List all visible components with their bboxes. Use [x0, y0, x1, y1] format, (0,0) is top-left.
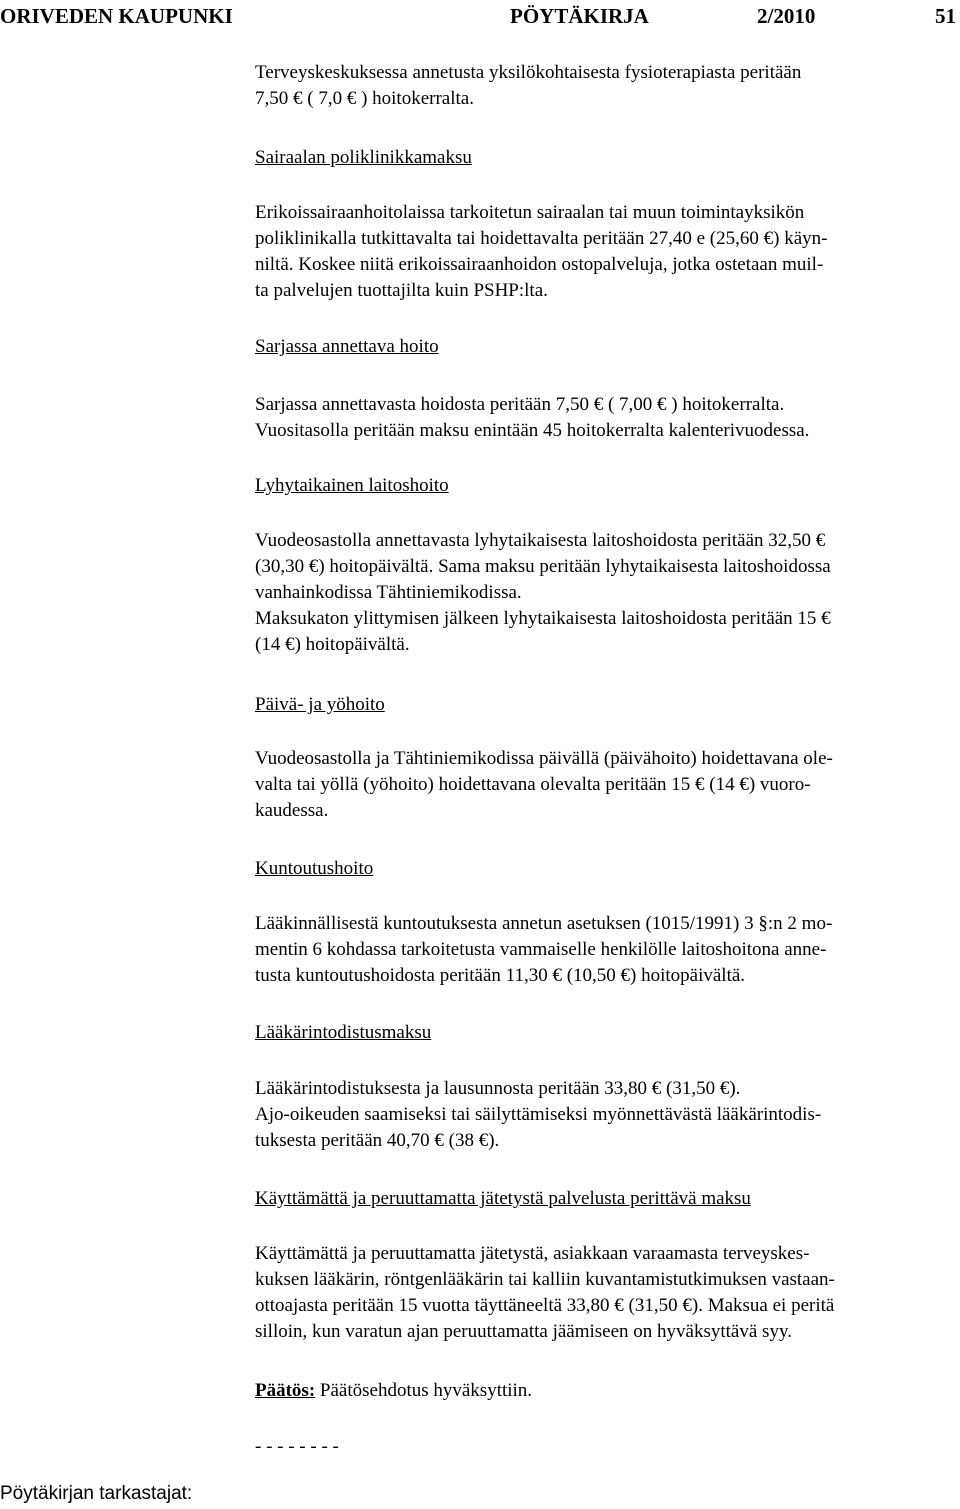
text-line: silloin, kun varatun ajan peruuttamatta jäämiseen on hyväksyttävä syy.	[255, 1321, 792, 1342]
section-heading: Päivä- ja yöhoito	[255, 694, 385, 715]
series-paragraph	[255, 392, 955, 444]
polyclinic-heading	[255, 145, 955, 171]
document-type: PÖYTÄKIRJA	[510, 4, 649, 28]
page-header	[0, 0, 960, 34]
text-line: (30,30 €) hoitopäivältä. Sama maksu peritään lyhytaikaisesta laitoshoidossa	[255, 556, 831, 577]
footer-label: Pöytäkirjan tarkastajat:	[0, 1483, 193, 1504]
text-line: Lääkärintodistuksesta ja lausunnosta peritään 33,80 € (31,50 €).	[255, 1078, 741, 1099]
page-number: 51	[935, 4, 956, 28]
text-line: (14 €) hoitopäivältä.	[255, 634, 410, 655]
text-line: Käyttämättä ja peruuttamatta jätetystä, asiakkaan varaamasta terveyskes-	[255, 1243, 810, 1264]
section-heading: Sairaalan poliklinikkamaksu	[255, 147, 472, 168]
no-show-heading	[255, 1186, 955, 1212]
text-line: mentin 6 kohdassa tarkoitetusta vammaiselle henkilölle laitoshoitona anne-	[255, 939, 827, 960]
series-heading	[255, 334, 955, 360]
text-line: Ajo-oikeuden saamiseksi tai säilyttämiseksi myönnettävästä lääkärintodis-	[255, 1104, 822, 1125]
rehab-paragraph	[255, 911, 955, 989]
physio-paragraph	[255, 60, 955, 112]
section-heading: Sarjassa annettava hoito	[255, 336, 439, 357]
text-line: Vuodeosastolla annettavasta lyhytaikaisesta laitoshoidosta peritään 32,50 €	[255, 530, 826, 551]
section-heading: Käyttämättä ja peruuttamatta jätetystä palvelusta perittävä maksu	[255, 1188, 751, 1209]
section-heading: Lääkärintodistusmaksu	[255, 1022, 432, 1043]
day-night-paragraph	[255, 746, 955, 824]
text-line: Erikoissairaanhoitolaissa tarkoitetun sairaalan tai muun toimintayksikön	[255, 202, 805, 223]
text-line: Terveyskeskuksessa annetusta yksilökohtaisesta fysioterapiasta peritään	[255, 62, 802, 83]
no-show-paragraph	[255, 1241, 955, 1345]
certificate-heading	[255, 1020, 955, 1046]
text-line: niltä. Koskee niitä erikoissairaanhoidon ostopalveluja, jotka ostetaan muil-	[255, 254, 824, 275]
certificate-paragraph	[255, 1076, 955, 1154]
text-line: valta tai yöllä (yöhoito) hoidettavana olevalta peritään 15 € (14 €) vuoro-	[255, 774, 811, 795]
document-number: 2/2010	[757, 4, 816, 28]
text-line: poliklinikalla tutkittavalta tai hoidettavalta peritään 27,40 e (25,60 €) käyn-	[255, 228, 828, 249]
decision-line	[255, 1378, 955, 1404]
text-line: Vuositasolla peritään maksu enintään 45 hoitokerralta kalenterivuodessa.	[255, 420, 810, 441]
separator-line	[255, 1434, 955, 1460]
text-line: ottoajasta peritään 15 vuotta täyttäneeltä 33,80 € (31,50 €). Maksua ei peritä	[255, 1295, 835, 1316]
text-line: Maksukaton ylittymisen jälkeen lyhytaikaisesta laitoshoidosta peritään 15 €	[255, 608, 831, 629]
text-line: tuksesta peritään 40,70 € (38 €).	[255, 1130, 500, 1151]
section-heading: Kuntoutushoito	[255, 858, 374, 879]
organization-name: ORIVEDEN KAUPUNKI	[0, 4, 233, 28]
text-line: vanhainkodissa Tähtiniemikodissa.	[255, 582, 522, 603]
polyclinic-paragraph	[255, 200, 955, 304]
decision-label: Päätös:	[255, 1380, 316, 1401]
text-line: 7,50 € ( 7,0 € ) hoitokerralta.	[255, 88, 474, 109]
day-night-heading	[255, 692, 955, 718]
section-heading: Lyhytaikainen laitoshoito	[255, 475, 449, 496]
short-term-paragraph	[255, 528, 955, 658]
rehab-heading	[255, 856, 955, 882]
text-line: tusta kuntoutushoidosta peritään 11,30 € (10,50 €) hoitopäivältä.	[255, 965, 746, 986]
separator: - - - - - - - -	[255, 1436, 339, 1457]
text-line: Vuodeosastolla ja Tähtiniemikodissa päivällä (päivähoito) hoidettavana ole-	[255, 748, 833, 769]
text-line: kuksen lääkärin, röntgenlääkärin tai kalliin kuvantamistutkimuksen vastaan-	[255, 1269, 835, 1290]
text-line: ta palvelujen tuottajilta kuin PSHP:lta.	[255, 280, 548, 301]
short-term-heading	[255, 473, 955, 499]
text-line: kaudessa.	[255, 800, 329, 821]
decision-paragraph	[255, 1378, 955, 1404]
text-line: Lääkinnällisestä kuntoutuksesta annetun asetuksen (1015/1991) 3 §:n 2 mo-	[255, 913, 833, 934]
text-line: Sarjassa annettavasta hoidosta peritään 7,50 € ( 7,00 € ) hoitokerralta.	[255, 394, 785, 415]
decision-text: Päätösehdotus hyväksyttiin.	[315, 1380, 533, 1401]
